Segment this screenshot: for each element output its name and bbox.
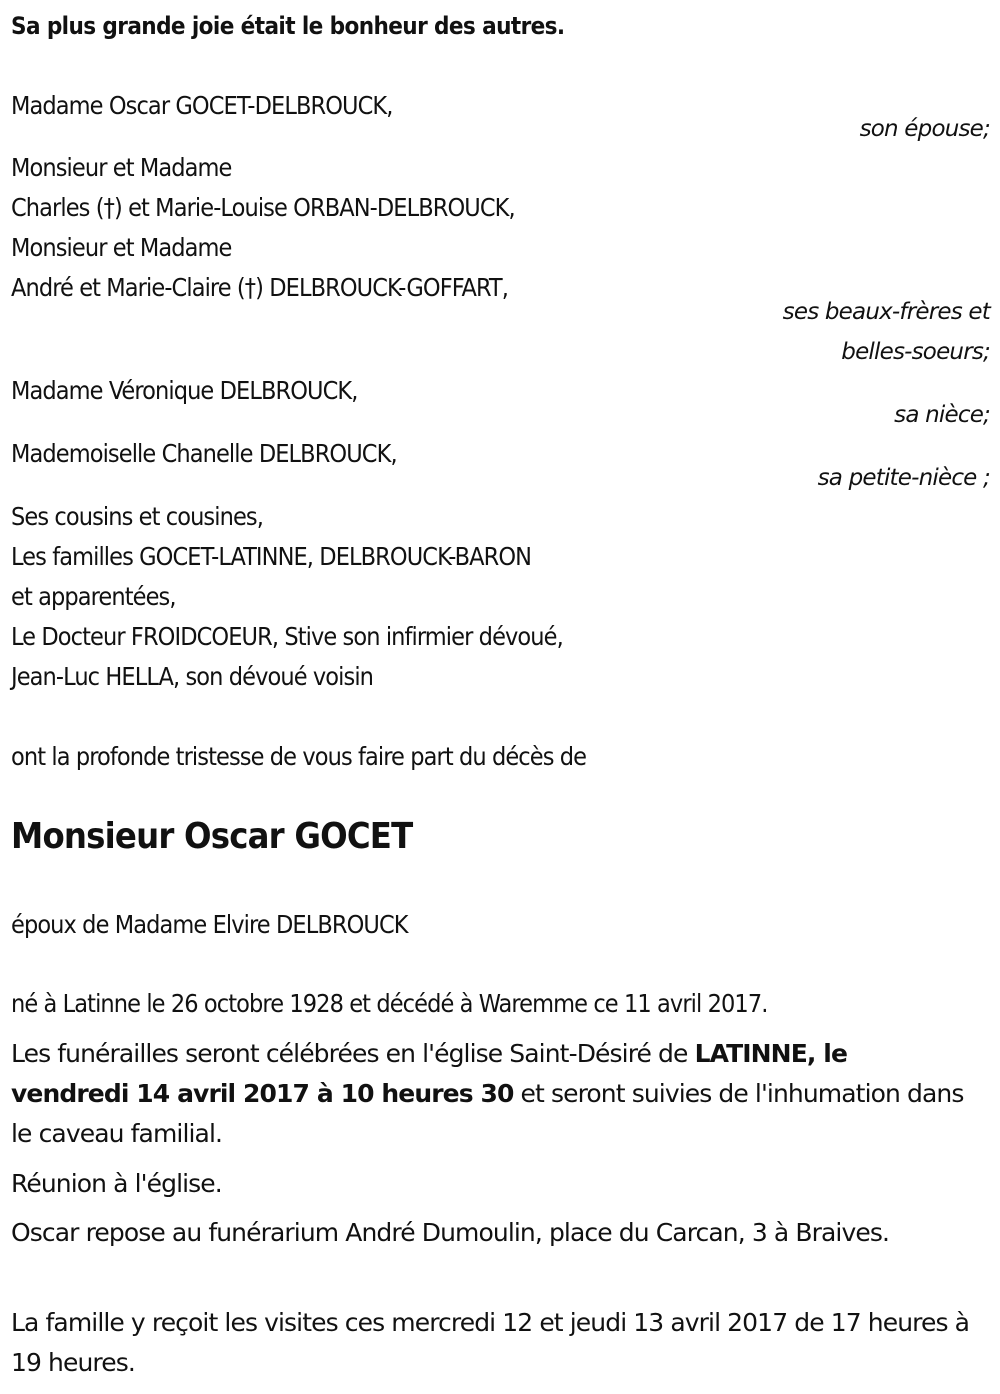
relation-grandniece: sa petite-nièce ;: [817, 465, 990, 491]
relation-inlaws-line-2: belles-soeurs;: [841, 339, 990, 365]
relation-inlaws-line-1: ses beaux-frères et: [782, 299, 990, 325]
deceased-name: Monsieur Oscar GOCET: [11, 816, 413, 857]
mourner-inlaws-line-4: André et Marie-Claire (†) DELBROUCK-GOFFART,: [11, 273, 508, 302]
repose-info: Oscar repose au funérarium André Dumoulin, place du Carcan, 3 à Braives.: [11, 1218, 889, 1247]
mourner-others-line-2: Les familles GOCET-LATINNE, DELBROUCK-BARON: [11, 542, 532, 571]
funeral-details: [11, 1034, 971, 1154]
deceased-spouse: époux de Madame Elvire DELBROUCK: [11, 910, 408, 939]
announcement: ont la profonde tristesse de vous faire part du décès de: [11, 742, 587, 771]
relation-niece: sa nièce;: [894, 402, 990, 428]
mourner-inlaws-line-3: Monsieur et Madame: [11, 233, 232, 262]
funeral-outro: et seront suivies de l'inhumation dans le caveau familial.: [11, 1079, 964, 1148]
funeral-date-place: LATINNE, le vendredi 14 avril 2017 à 10 heures 30: [11, 1039, 848, 1108]
mourner-others-line-5: Jean-Luc HELLA, son dévoué voisin: [11, 662, 374, 691]
mourner-grandniece: Mademoiselle Chanelle DELBROUCK,: [11, 439, 397, 468]
visits-info: La famille y reçoit les visites ces mercredi 12 et jeudi 13 avril 2017 de 17 heures à 19 heures.: [11, 1308, 970, 1377]
funeral-intro: Les funérailles seront célébrées en l'église Saint-Désiré de: [11, 1039, 695, 1068]
mourner-niece: Madame Véronique DELBROUCK,: [11, 376, 358, 405]
mourner-spouse: Madame Oscar GOCET-DELBROUCK,: [11, 91, 393, 120]
mourner-others-line-3: et apparentées,: [11, 582, 176, 611]
relation-spouse: son épouse;: [859, 116, 990, 142]
mourner-inlaws-line-1: Monsieur et Madame: [11, 153, 232, 182]
meeting-info: Réunion à l'église.: [11, 1169, 222, 1198]
mourner-others-line-1: Ses cousins et cousines,: [11, 502, 263, 531]
mourner-others-line-4: Le Docteur FROIDCOEUR, Stive son infirmier dévoué,: [11, 622, 563, 651]
birth-death: né à Latinne le 26 octobre 1928 et décédé à Waremme ce 11 avril 2017.: [11, 989, 768, 1018]
epigraph: Sa plus grande joie était le bonheur des autres.: [11, 12, 565, 40]
mourner-inlaws-line-2: Charles (†) et Marie-Louise ORBAN-DELBROUCK,: [11, 193, 515, 222]
